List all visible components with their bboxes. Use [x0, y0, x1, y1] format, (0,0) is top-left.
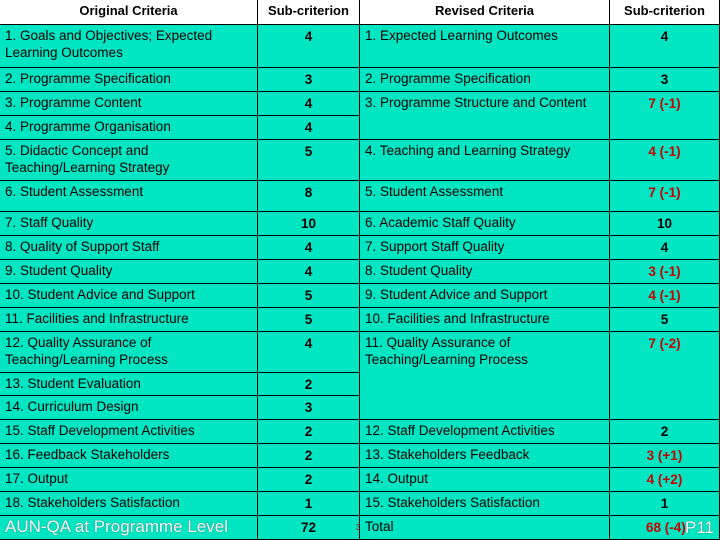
original-criterion: 4. Programme Organisation: [0, 116, 258, 140]
revised-subcriterion: 4 (-1): [610, 284, 720, 308]
original-subcriterion: 4: [258, 236, 360, 260]
original-criterion: 5. Didactic Concept and Teaching/Learning Strategy: [0, 140, 258, 181]
revised-subcriterion: 4: [610, 236, 720, 260]
revised-subcriterion: 4 (+2): [610, 468, 720, 492]
original-criterion: 7. Staff Quality: [0, 212, 258, 236]
header-revised: Revised Criteria: [360, 0, 610, 25]
slide-title-overlay: AUN-QA at Programme Level: [5, 517, 228, 536]
revised-subcriterion: 5: [610, 308, 720, 332]
revised-criterion: 8. Student Quality: [360, 260, 610, 284]
revised-criterion: 3. Programme Structure and Content: [360, 92, 610, 140]
revised-criterion: 12. Staff Development Activities: [360, 420, 610, 444]
revised-criterion: 13. Stakeholders Feedback: [360, 444, 610, 468]
original-subcriterion: 2: [258, 468, 360, 492]
original-subcriterion: 1: [258, 492, 360, 516]
revised-criterion: 9. Student Advice and Support: [360, 284, 610, 308]
revised-subcriterion: 3 (+1): [610, 444, 720, 468]
revised-subcriterion: 7 (-2): [610, 332, 720, 420]
revised-criterion: 15. Stakeholders Satisfaction: [360, 492, 610, 516]
original-subcriterion: 4: [258, 332, 360, 373]
original-subcriterion: 4: [258, 116, 360, 140]
original-criterion: 12. Quality Assurance of Teaching/Learning Process: [0, 332, 258, 373]
revised-subcriterion: 10: [610, 212, 720, 236]
original-subcriterion: 2: [258, 420, 360, 444]
original-criterion: 9. Student Quality: [0, 260, 258, 284]
original-subcriterion: 5: [258, 140, 360, 181]
original-criterion: 18. Stakeholders Satisfaction: [0, 492, 258, 516]
original-criterion: 16. Feedback Stakeholders: [0, 444, 258, 468]
revised-criterion: 6. Academic Staff Quality: [360, 212, 610, 236]
original-criterion: 17. Output: [0, 468, 258, 492]
header-sub2: Sub-criterion: [610, 0, 720, 25]
original-subcriterion: 5: [258, 308, 360, 332]
revised-criterion: 4. Teaching and Learning Strategy: [360, 140, 610, 181]
original-subcriterion: 8: [258, 181, 360, 212]
revised-criterion: 1. Expected Learning Outcomes: [360, 25, 610, 68]
revised-subcriterion: 4: [610, 25, 720, 68]
original-subcriterion: 2: [258, 444, 360, 468]
total-label-revised: Total: [360, 516, 610, 540]
revised-subcriterion: 3 (-1): [610, 260, 720, 284]
revised-criterion: 10. Facilities and Infrastructure: [360, 308, 610, 332]
original-subcriterion: 4: [258, 260, 360, 284]
revised-criterion: 11. Quality Assurance of Teaching/Learning Process: [360, 332, 610, 420]
original-subcriterion: 4: [258, 25, 360, 68]
revised-criterion: 5. Student Assessment: [360, 181, 610, 212]
revised-subcriterion: 3: [610, 68, 720, 92]
original-criterion: 14. Curriculum Design: [0, 396, 258, 420]
original-subcriterion: 4: [258, 92, 360, 116]
revised-subcriterion: 4 (-1): [610, 140, 720, 181]
original-criterion: 8. Quality of Support Staff: [0, 236, 258, 260]
revised-subcriterion: 7 (-1): [610, 92, 720, 140]
original-criterion: 1. Goals and Objectives; Expected Learning Outcomes: [0, 25, 258, 68]
original-criterion: 3. Programme Content: [0, 92, 258, 116]
original-criterion: 13. Student Evaluation: [0, 373, 258, 396]
original-criterion: 2. Programme Specification: [0, 68, 258, 92]
revised-subcriterion: 7 (-1): [610, 181, 720, 212]
original-subcriterion: 5: [258, 284, 360, 308]
revised-criterion: 14. Output: [360, 468, 610, 492]
revised-subcriterion: 2: [610, 420, 720, 444]
revised-criterion: 2. Programme Specification: [360, 68, 610, 92]
original-criterion: 10. Student Advice and Support: [0, 284, 258, 308]
slide-marker: 3: [356, 523, 361, 532]
original-criterion: 15. Staff Development Activities: [0, 420, 258, 444]
revised-criterion: 7. Support Staff Quality: [360, 236, 610, 260]
original-criterion: 11. Facilities and Infrastructure: [0, 308, 258, 332]
total-original-value: 72: [258, 516, 360, 540]
original-subcriterion: 10: [258, 212, 360, 236]
original-subcriterion: 3: [258, 68, 360, 92]
page-number: P11: [685, 518, 714, 537]
header-original: Original Criteria: [0, 0, 258, 25]
original-subcriterion: 2: [258, 373, 360, 396]
original-criterion: 6. Student Assessment: [0, 181, 258, 212]
original-subcriterion: 3: [258, 396, 360, 420]
revised-subcriterion: 1: [610, 492, 720, 516]
header-sub1: Sub-criterion: [258, 0, 360, 25]
total-revised-value: 68 (-4): [610, 516, 720, 540]
